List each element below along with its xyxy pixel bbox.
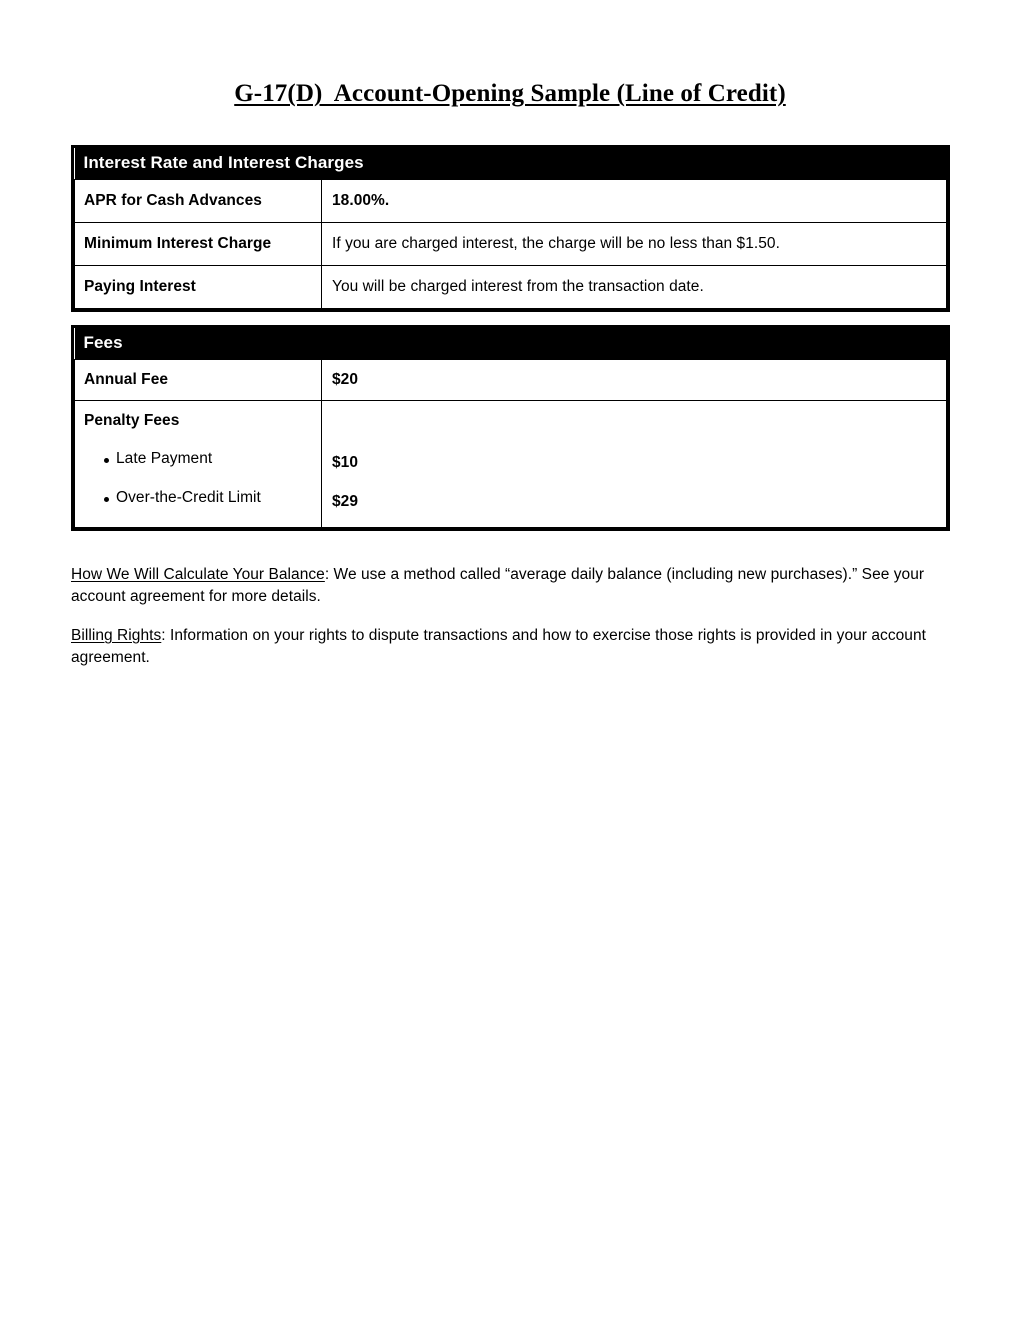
row-value-minimum-interest-charge: If you are charged interest, the charge will be no less than $1.50. [322,223,947,266]
interest-table-header-label: Interest Rate and Interest Charges [75,148,947,180]
paragraph-billing-rights [71,625,955,669]
penalty-item-label-late-payment: Late Payment [116,450,213,467]
list-item [84,450,312,468]
paragraph-body-calculate-balance: : We use a method called “average daily balance (including new purchases).” See your account agreement for more details. [71,565,925,605]
row-value-annual-fee: $20 [322,360,947,401]
row-value-paying-interest: You will be charged interest from the transaction date. [322,266,947,309]
fees-table [71,325,950,531]
penalty-item-value-late-payment: $10 [332,454,359,471]
paragraph-calculate-balance [71,564,955,608]
interest-table-header-row [75,148,947,180]
row-label-annual-fee: Annual Fee [75,360,322,401]
row-label-penalty-fees: Penalty Fees [84,412,180,429]
fees-table-header-label: Fees [75,328,947,360]
penalty-fees-label-cell [75,401,322,528]
page-title [0,80,1020,108]
penalty-fees-list [84,450,312,507]
penalty-value-spacer [332,412,937,454]
row-label-apr-cash-advances: APR for Cash Advances [75,180,322,223]
paragraph-lead-billing-rights: Billing Rights [71,626,162,644]
row-value-apr-cash-advances: 18.00%. [322,180,947,223]
fees-table-header-row [75,328,947,360]
interest-rate-table [71,145,950,312]
table-row [75,223,947,266]
table-row [75,180,947,223]
penalty-item-value-over-the-credit-limit: $29 [332,492,359,510]
paragraph-lead-calculate-balance: How We Will Calculate Your Balance [71,565,325,583]
list-item [84,489,312,507]
penalty-fees-value-cell [322,401,947,528]
penalty-item-label-over-the-credit-limit: Over-the-Credit Limit [116,488,261,506]
row-label-paying-interest: Paying Interest [75,266,322,309]
table-row [75,360,947,401]
table-row [75,266,947,309]
row-label-minimum-interest-charge: Minimum Interest Charge [75,223,322,266]
page-title-text: G-17(D) Account-Opening Sample (Line of Credit) [234,80,786,107]
table-row-penalty-fees [75,401,947,528]
paragraph-body-billing-rights: : Information on your rights to dispute transactions and how to exercise those rights is provided in your account agreement. [71,626,926,666]
